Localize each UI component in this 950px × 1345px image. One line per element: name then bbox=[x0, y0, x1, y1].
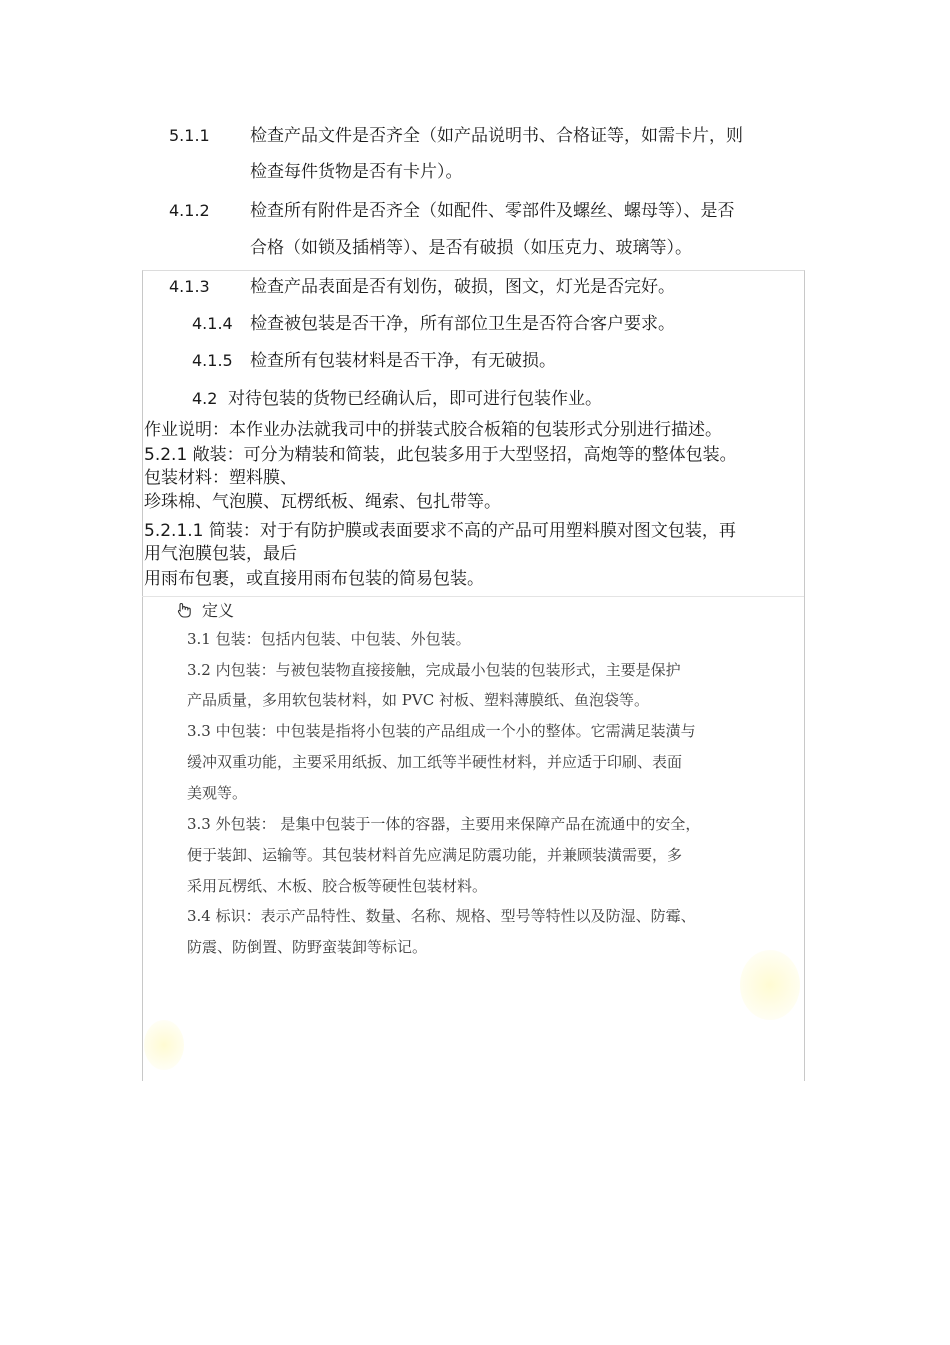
item-text: 检查所有附件是否齐全（如配件、零部件及螺丝、螺母等）、是否 bbox=[250, 201, 735, 221]
definition-line: 3.4 标识：表示产品特性、数量、名称、规格、型号等特性以及防湿、防霉、 bbox=[187, 907, 696, 925]
body-line: 用雨布包裹，或直接用雨布包装的简易包装。 bbox=[144, 569, 484, 589]
body-line: 用气泡膜包装，最后 bbox=[144, 544, 297, 564]
definition-line: 防震、防倒置、防野蛮装卸等标记。 bbox=[187, 938, 428, 956]
item-number: 4.1.2 bbox=[169, 201, 210, 220]
body-line: 5.2.1 敞装：可分为精装和简装，此包装多用于大型竖招，高炮等的整体包装。 bbox=[144, 445, 737, 465]
definition-line: 产品质量，多用软包装材料，如 PVC 衬板、塑料薄膜纸、鱼泡袋等。 bbox=[187, 691, 649, 709]
item-number: 4.1.4 bbox=[192, 314, 233, 333]
item-text: 检查被包装是否干净，所有部位卫生是否符合客户要求。 bbox=[250, 314, 675, 334]
item-text: 检查所有包装材料是否干净，有无破损。 bbox=[250, 351, 556, 371]
body-line: 作业说明：本作业办法就我司中的拼装式胶合板箱的包装形式分别进行描述。 bbox=[144, 420, 722, 440]
background-spot bbox=[740, 950, 800, 1020]
definitions-title-text: 定义 bbox=[202, 601, 235, 620]
pointing-hand-icon bbox=[176, 601, 194, 619]
section-divider bbox=[142, 596, 804, 597]
item-text: 对待包装的货物已经确认后，即可进行包装作业。 bbox=[228, 389, 602, 409]
definition-line: 3.2 内包装：与被包装物直接接触，完成最小包装的包装形式，主要是保护 bbox=[187, 661, 681, 679]
body-line: 珍珠棉、气泡膜、瓦楞纸板、绳索、包扎带等。 bbox=[144, 492, 501, 512]
definition-line: 美观等。 bbox=[187, 784, 248, 802]
item-text: 检查产品文件是否齐全（如产品说明书、合格证等，如需卡片，则 bbox=[250, 126, 743, 146]
definition-line: 便于装卸、运输等。其包装材料首先应满足防震功能，并兼顾装潢需要，多 bbox=[187, 846, 683, 864]
definition-line: 3.3 中包装：中包装是指将小包装的产品组成一个小的整体。它需满足装潢与 bbox=[187, 722, 696, 740]
body-line: 5.2.1.1 简装：对于有防护膜或表面要求不高的产品可用塑料膜对图文包装，再 bbox=[144, 521, 736, 541]
item-number: 4.1.5 bbox=[192, 351, 233, 370]
definition-line: 3.3 外包装： 是集中包装于一体的容器，主要用来保障产品在流通中的安全， bbox=[187, 815, 701, 833]
body-line: 包装材料：塑料膜、 bbox=[144, 468, 297, 488]
item-number: 4.2 bbox=[192, 389, 218, 408]
definition-line: 缓冲双重功能，主要采用纸扳、加工纸等半硬性材料，并应适于印刷、表面 bbox=[187, 753, 683, 771]
item-number: 5.1.1 bbox=[169, 126, 210, 145]
definition-line: 3.1 包装：包括内包装、中包装、外包装。 bbox=[187, 630, 471, 648]
item-text: 检查产品表面是否有划伤，破损，图文，灯光是否完好。 bbox=[250, 277, 675, 297]
definitions-title bbox=[176, 598, 234, 621]
item-number: 4.1.3 bbox=[169, 277, 210, 296]
background-spot bbox=[144, 1020, 184, 1070]
item-text-continued: 检查每件货物是否有卡片）。 bbox=[250, 162, 463, 182]
definition-line: 采用瓦楞纸、木板、胶合板等硬性包装材料。 bbox=[187, 877, 488, 895]
item-text-continued: 合格（如锁及插梢等）、是否有破损（如压克力、玻璃等）。 bbox=[250, 238, 692, 258]
